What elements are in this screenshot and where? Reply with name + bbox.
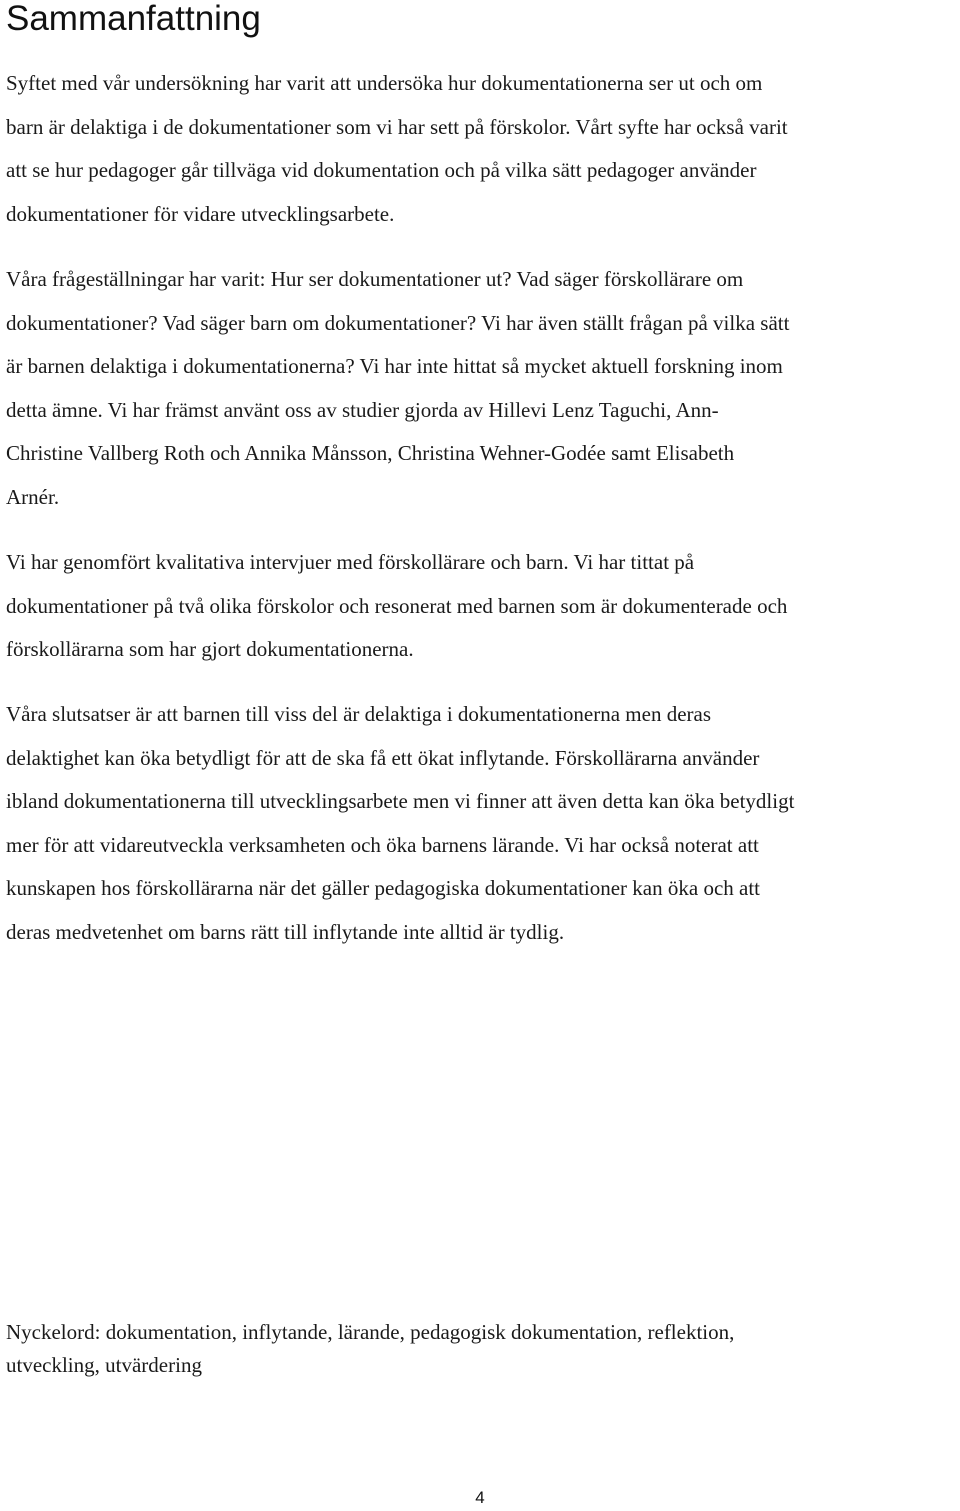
text-line: barn är delaktiga i de dokumentationer som vi har sett på förskolor. Vårt syfte har också varit — [6, 114, 788, 139]
paragraph-method — [6, 541, 787, 672]
text-line: ibland dokumentationerna till utvecklingsarbete men vi finner att även detta kan öka betydligt — [6, 789, 795, 813]
text-line: kunskapen hos förskollärarna när det gäller pedagogiska dokumentationer kan öka och att — [6, 876, 761, 900]
text-line: Vi har genomfört kvalitativa intervjuer med förskollärare och barn. Vi har tittat på — [6, 550, 695, 574]
text-line: att se hur pedagoger går tillväga vid dokumentation och på vilka sätt pedagoger använder — [6, 158, 757, 182]
text-line: Christine Vallberg Roth och Annika Månsson, Christina Wehner-Godée samt Elisabeth — [6, 441, 735, 465]
text-line: detta ämne. Vi har främst använt oss av studier gjorda av Hillevi Lenz Taguchi, Ann- — [6, 397, 719, 422]
keywords — [6, 1316, 734, 1382]
paragraph-purpose — [6, 62, 788, 236]
keywords-line: Nyckelord: dokumentation, inflytande, lärande, pedagogisk dokumentation, reflektion, — [6, 1320, 735, 1344]
text-line: dokumentationer? Vad säger barn om dokumentationer? Vi har även ställt frågan på vilka sätt — [6, 310, 790, 335]
paragraph-conclusions — [6, 693, 794, 954]
text-line: är barnen delaktiga i dokumentationerna? Vi har inte hittat så mycket aktuell forskning inom — [6, 354, 783, 378]
text-line: dokumentationer för vidare utvecklingsarbete. — [6, 201, 395, 226]
text-line: deras medvetenhet om barns rätt till inflytande inte alltid är tydlig. — [6, 919, 565, 944]
page-title: Sammanfattning — [6, 0, 261, 38]
text-line: Arnér. — [6, 484, 60, 509]
text-line: Våra frågeställningar har varit: Hur ser dokumentationer ut? Vad säger förskollärare om — [6, 267, 744, 291]
paragraph-research-questions — [6, 258, 789, 519]
text-line: mer för att vidareutveckla verksamheten och öka barnens lärande. Vi har också noterat att — [6, 832, 759, 857]
page-number: 4 — [475, 1488, 485, 1507]
keywords-line: utveckling, utvärdering — [6, 1353, 202, 1377]
text-line: Våra slutsatser är att barnen till viss del är delaktiga i dokumentationerna men deras — [6, 702, 712, 726]
text-line: förskollärarna som har gjort dokumentationerna. — [6, 637, 414, 661]
text-line: dokumentationer på två olika förskolor och resonerat med barnen som är dokumenterade och — [6, 593, 788, 618]
text-line: Syftet med vår undersökning har varit att undersöka hur dokumentationerna ser ut och om — [6, 71, 763, 95]
text-line: delaktighet kan öka betydligt för att de ska få ett ökat inflytande. Förskollärarna använder — [6, 745, 760, 770]
